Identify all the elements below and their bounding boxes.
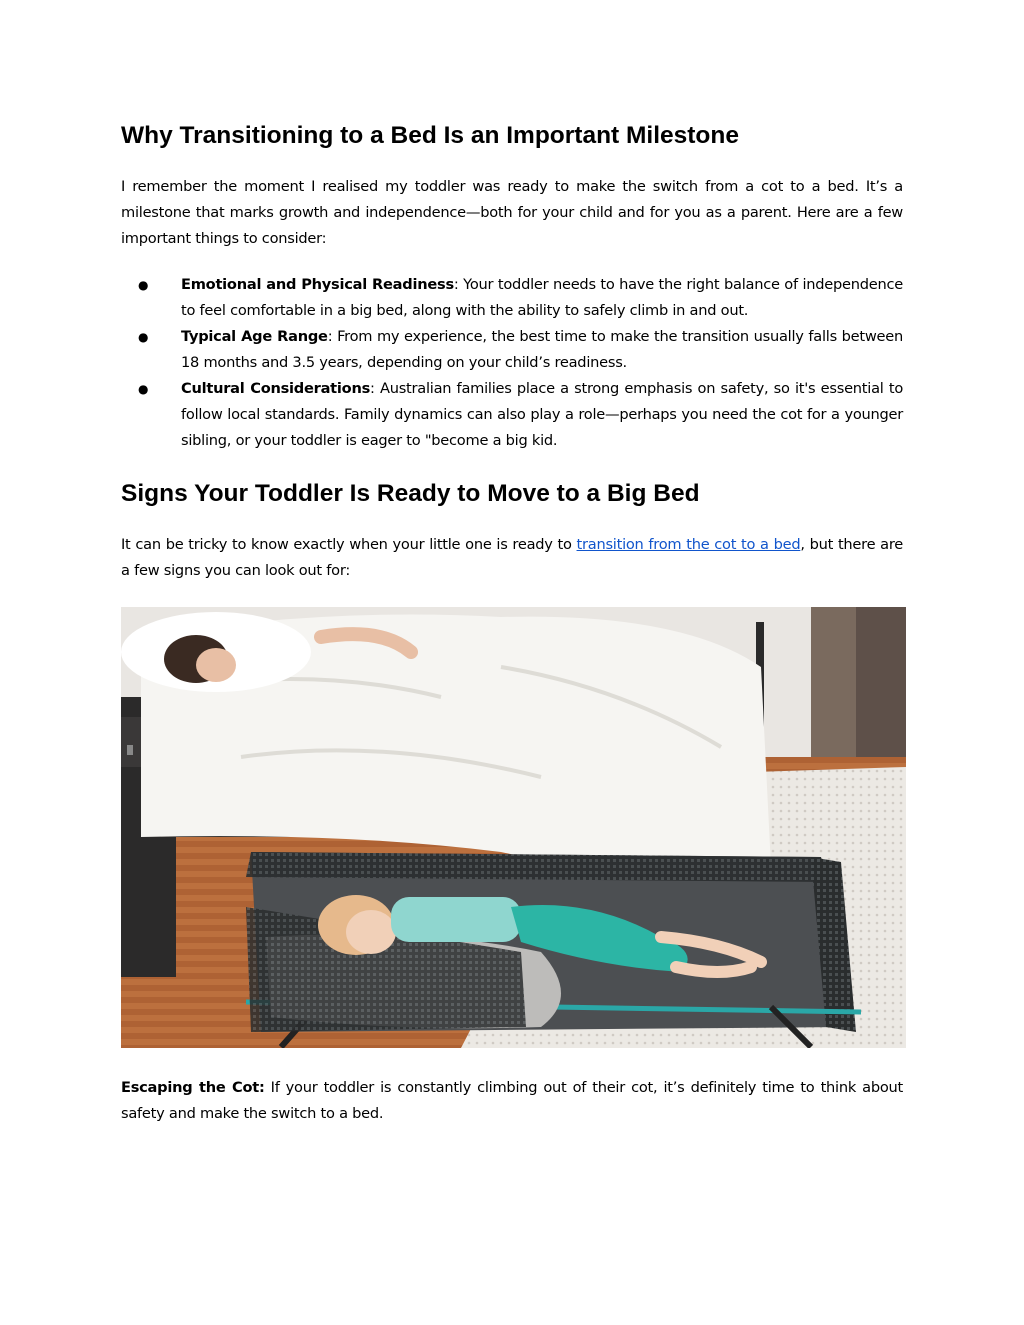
signs-intro-paragraph [121, 532, 903, 584]
sign-term: Escaping the Cot: [121, 1079, 265, 1096]
bullet-icon: ● [138, 382, 149, 396]
sign-text: If your toddler is constantly climbing out of their cot, it’s definitely time to think about safety and make the switch to a bed. [121, 1079, 903, 1122]
heading-signs: Signs Your Toddler Is Ready to Move to a Big Bed [121, 480, 700, 507]
list-item [121, 272, 903, 324]
sign-escaping-paragraph [121, 1075, 903, 1127]
bullet-text: : Your toddler needs to have the right balance of independence to feel comfortable in a big bed, along with the ability to safely climb in and out. [181, 276, 903, 319]
bullet-term: Cultural Considerations [181, 380, 371, 397]
list-item [121, 324, 903, 376]
bullet-term: Emotional and Physical Readiness [181, 276, 454, 293]
list-item [121, 376, 903, 454]
paragraph-text: , but there are a few signs you can look out for: [121, 536, 903, 579]
bullet-term: Typical Age Range [181, 328, 328, 345]
considerations-list [121, 272, 903, 454]
toddler-cot-photo [121, 607, 906, 1048]
bullet-icon: ● [138, 330, 149, 344]
intro-paragraph: I remember the moment I realised my toddler was ready to make the switch from a cot to a bed. It’s a milestone that marks growth and independence—both for your child and for you as a parent. Here are a few important things to consider: [121, 178, 903, 247]
heading-milestone: Why Transitioning to a Bed Is an Important Milestone [121, 122, 739, 149]
bullet-icon: ● [138, 278, 149, 292]
paragraph-text: It can be tricky to know exactly when your little one is ready to [121, 536, 577, 553]
bullet-text: : Australian families place a strong emphasis on safety, so it's essential to follow local standards. Family dynamics can also play a role—perhaps you need the cot for a younger sibling, or your toddler is eager to "become a big kid. [181, 380, 904, 449]
transition-link[interactable]: transition from the cot to a bed [576, 536, 801, 553]
bullet-text: : From my experience, the best time to make the transition usually falls between 18 months and 3.5 years, depending on your child’s readiness. [181, 328, 903, 371]
